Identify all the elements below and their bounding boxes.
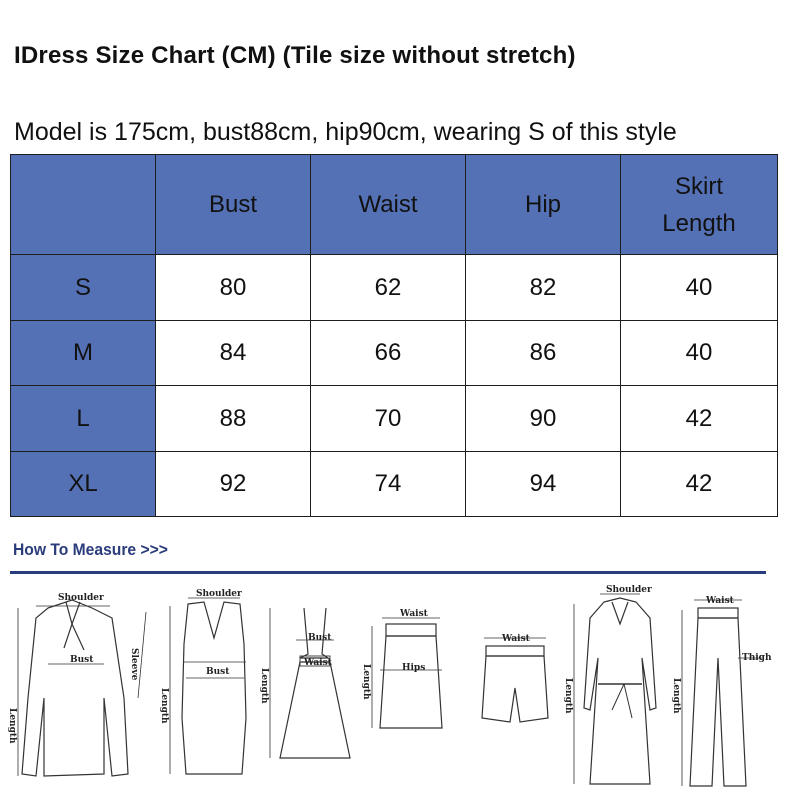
size-chart-table: [10, 154, 778, 517]
shoulder-label: Shoulder: [606, 585, 652, 595]
blouse-icon: [7, 593, 146, 776]
length-label: Length: [563, 678, 573, 714]
skirt-length-cell: 42: [621, 386, 778, 452]
table-row: [11, 320, 778, 386]
bust-label: Bust: [308, 633, 332, 643]
length-label: Length: [7, 708, 17, 744]
size-label: S: [11, 255, 156, 321]
header-corner: [11, 155, 156, 255]
hip-cell: 90: [466, 386, 621, 452]
hips-label: Hips: [402, 663, 426, 673]
table-row: [11, 451, 778, 517]
length-label: Length: [259, 668, 269, 704]
waist-label: Waist: [502, 634, 530, 644]
how-to-measure-title: How To Measure: [13, 540, 137, 559]
bust-cell: 80: [156, 255, 311, 321]
skirt-icon: [361, 609, 442, 728]
bust-cell: 88: [156, 386, 311, 452]
model-note: Model is 175cm, bust88cm, hip90cm, wearing S of this style: [14, 118, 677, 146]
table-header-row: [11, 155, 778, 255]
shorts-icon: [482, 634, 548, 722]
trousers-icon: [671, 596, 772, 786]
hip-cell: 86: [466, 320, 621, 386]
table-row: [11, 255, 778, 321]
size-label: L: [11, 386, 156, 452]
size-label: M: [11, 320, 156, 386]
waist-label: Waist: [400, 609, 428, 619]
hip-cell: 82: [466, 255, 621, 321]
dress-icon: [259, 608, 350, 758]
chevrons-icon: >>>: [140, 540, 168, 559]
divider: [10, 571, 766, 574]
waist-label: Waist: [706, 596, 734, 606]
skirt-length-cell: 40: [621, 255, 778, 321]
tank-top-icon: [159, 589, 246, 774]
shoulder-label: Shoulder: [196, 589, 242, 599]
waist-cell: 70: [311, 386, 466, 452]
page-title: IDress Size Chart (CM) (Tile size without stretch): [14, 42, 576, 69]
hip-cell: 94: [466, 451, 621, 517]
bust-label: Bust: [206, 667, 230, 677]
size-label: XL: [11, 451, 156, 517]
header-skirt-length: Skirt Length: [621, 155, 778, 255]
length-label: Length: [361, 664, 371, 700]
header-waist: Waist: [311, 155, 466, 255]
waist-label: Waist: [304, 658, 332, 668]
header-hip: Hip: [466, 155, 621, 255]
length-label: Length: [671, 678, 681, 714]
how-to-measure-heading: [13, 540, 168, 560]
length-label: Length: [159, 688, 169, 724]
trench-coat-icon: [563, 585, 656, 784]
skirt-length-cell: 40: [621, 320, 778, 386]
bust-label: Bust: [70, 655, 94, 665]
waist-cell: 66: [311, 320, 466, 386]
thigh-label: Thigh: [742, 653, 772, 663]
waist-cell: 74: [311, 451, 466, 517]
shoulder-label: Shoulder: [58, 593, 104, 603]
header-bust: Bust: [156, 155, 311, 255]
sleeve-label: Sleeve: [129, 648, 139, 681]
table-row: [11, 386, 778, 452]
measurement-figures: [0, 578, 800, 800]
bust-cell: 92: [156, 451, 311, 517]
waist-cell: 62: [311, 255, 466, 321]
skirt-length-cell: 42: [621, 451, 778, 517]
bust-cell: 84: [156, 320, 311, 386]
